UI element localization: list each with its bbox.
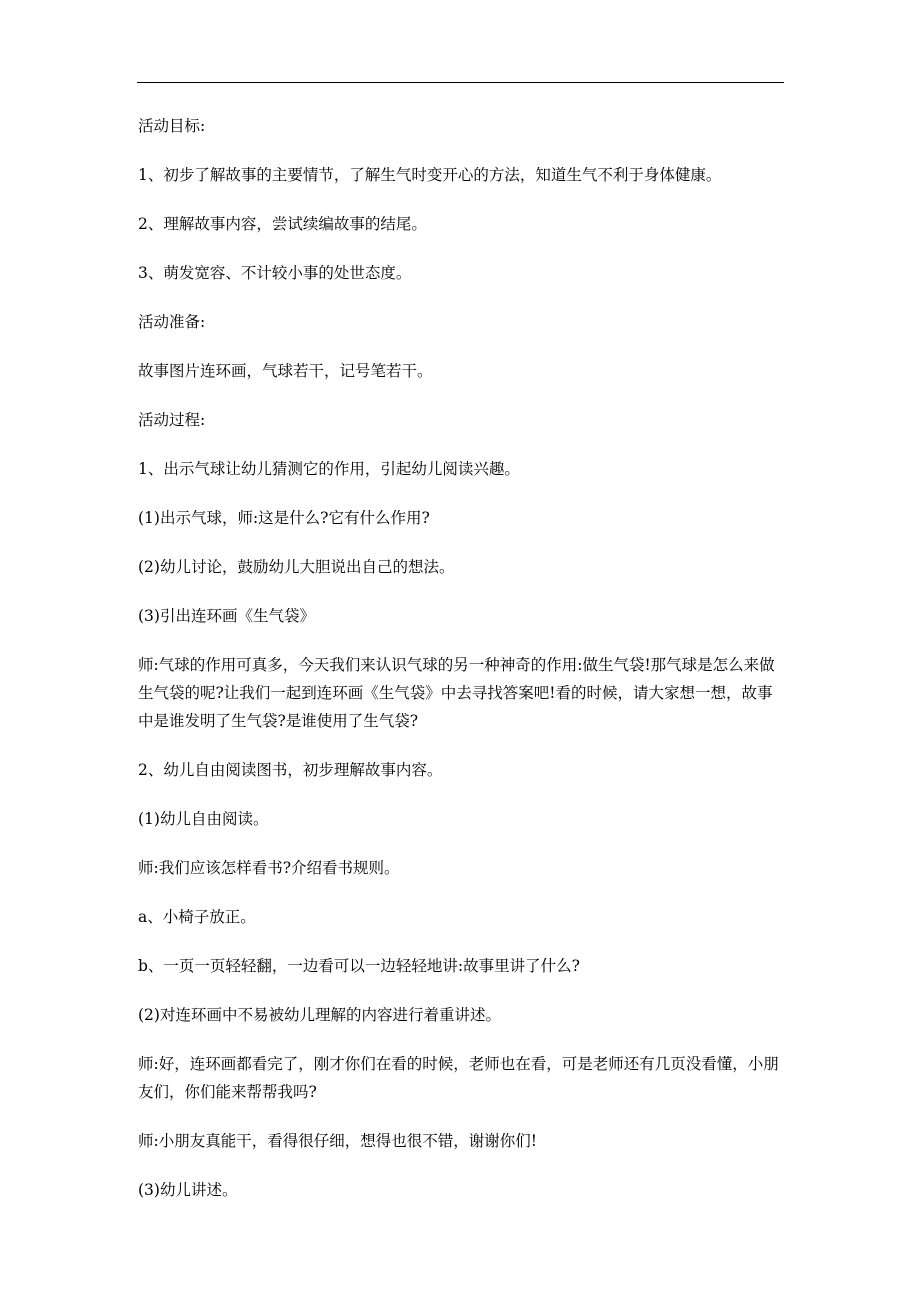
heading-activity-process: 活动过程: (138, 411, 206, 429)
process-step-2: 2、幼儿自由阅读图书，初步理解故事内容。 (138, 761, 443, 779)
teacher-dialogue: 师:好，连环画都看完了，刚才你们在看的时候，老师也在看，可是老师还有几页没看懂，小朋友们，你们能来帮帮我吗? (138, 1055, 779, 1101)
process-substep: (1)出示气球，师:这是什么?它有什么作用? (138, 509, 430, 527)
process-substep: (2)对连环画中不易被幼儿理解的内容进行着重讲述。 (138, 1006, 501, 1024)
teacher-dialogue: 师:小朋友真能干，看得很仔细，想得也很不错，谢谢你们! (138, 1132, 537, 1150)
process-substep: (1)幼儿自由阅读。 (138, 810, 269, 828)
teacher-dialogue: 师:我们应该怎样看书?介绍看书规则。 (138, 859, 400, 877)
teacher-dialogue: 师:气球的作用可真多，今天我们来认识气球的另一种神奇的作用:做生气袋!那气球是怎么来做生气袋的呢?让我们一起到连环画《生气袋》中去寻找答案吧!看的时候，请大家想一想，故事中是谁发明了生气袋?是谁使用了生气袋? (138, 656, 775, 730)
goal-item-3: 3、萌发宽容、不计较小事的处世态度。 (138, 264, 412, 282)
preparation-text: 故事图片连环画，气球若干，记号笔若干。 (138, 362, 433, 380)
heading-activity-preparation: 活动准备: (138, 313, 206, 331)
goal-item-1: 1、初步了解故事的主要情节，了解生气时变开心的方法，知道生气不利于身体健康。 (138, 166, 722, 184)
heading-activity-goals: 活动目标: (138, 117, 206, 135)
rule-item-b: b、一页一页轻轻翻，一边看可以一边轻轻地讲:故事里讲了什么? (138, 957, 580, 975)
process-substep: (3)幼儿讲述。 (138, 1181, 238, 1199)
process-substep: (3)引出连环画《生气袋》 (138, 607, 315, 625)
rule-item-a: a、小椅子放正。 (138, 908, 256, 926)
process-substep: (2)幼儿讨论，鼓励幼儿大胆说出自己的想法。 (138, 558, 455, 576)
header-rule (137, 82, 784, 83)
goal-item-2: 2、理解故事内容，尝试续编故事的结尾。 (138, 215, 427, 233)
process-step-1: 1、出示气球让幼儿猜测它的作用，引起幼儿阅读兴趣。 (138, 460, 520, 478)
document-body (138, 112, 788, 1225)
